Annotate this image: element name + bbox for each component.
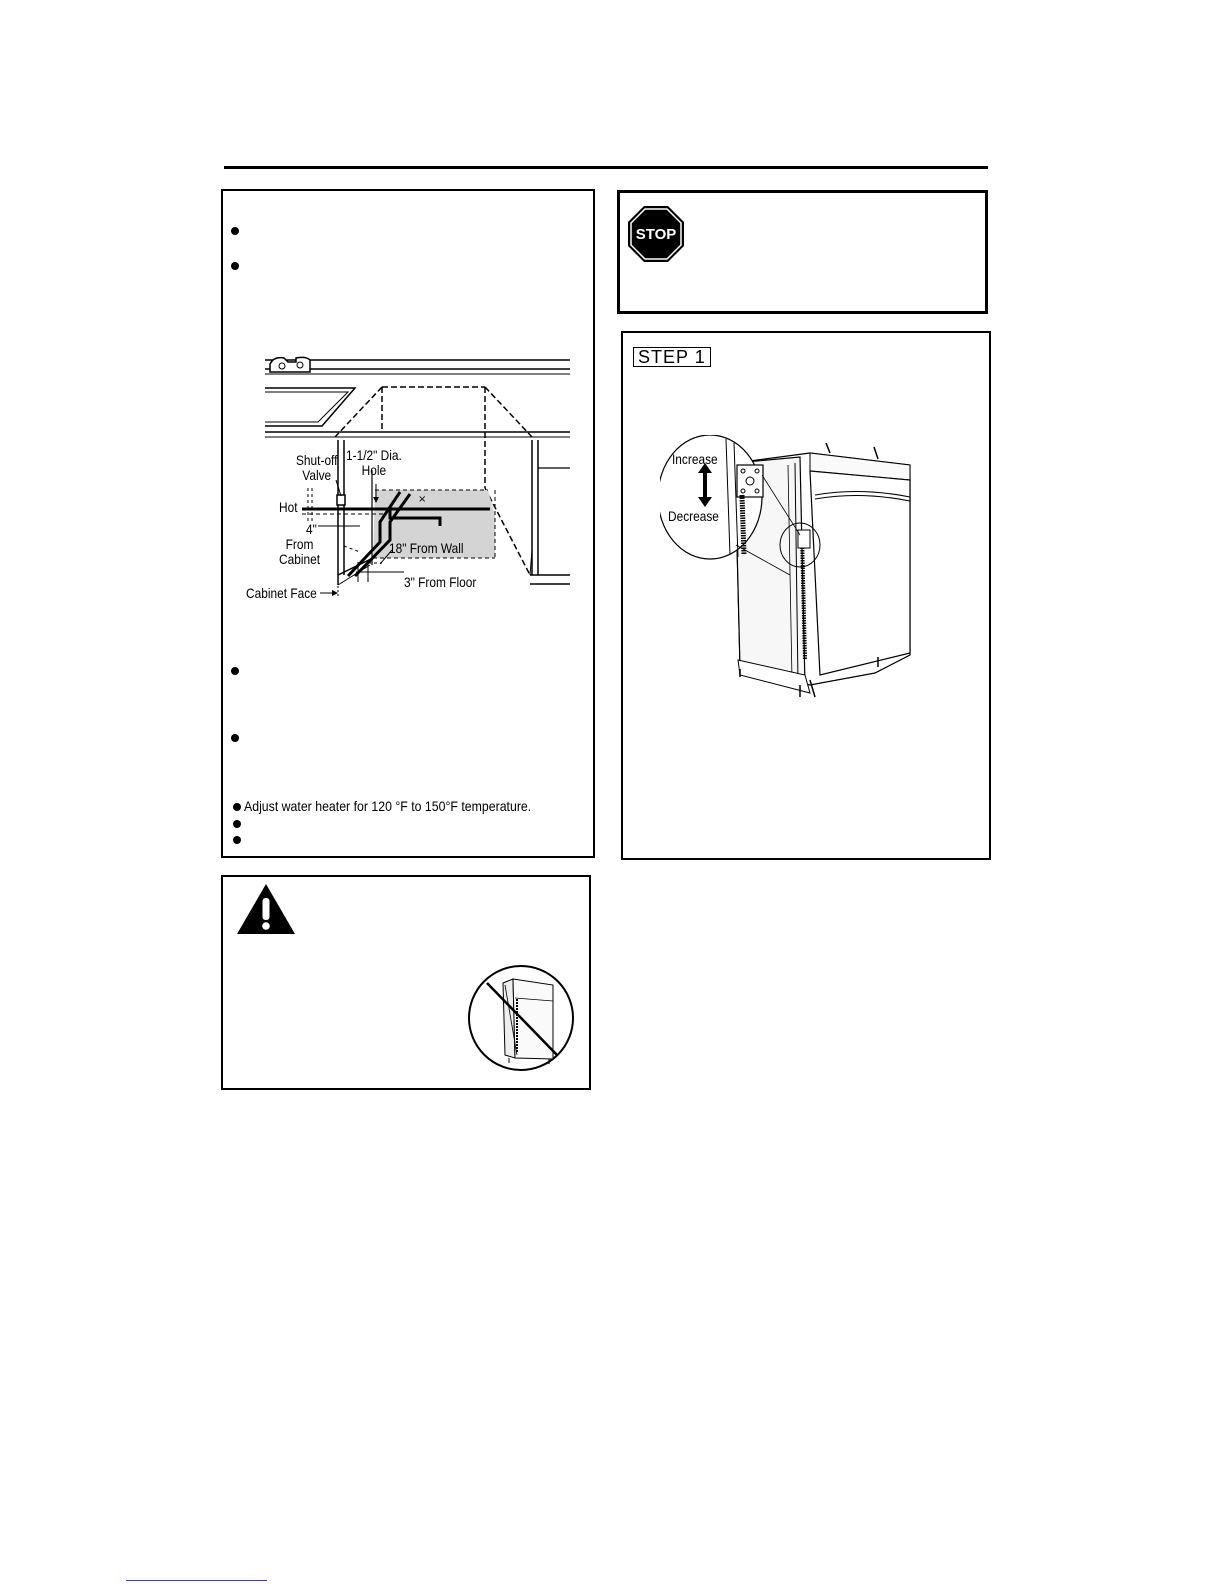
step1-label: STEP 1 xyxy=(633,347,711,367)
footer-link-underline[interactable] xyxy=(126,1580,267,1581)
bullet-1 xyxy=(231,227,239,235)
from-cabinet-label: 4" From Cabinet xyxy=(279,521,321,567)
hole-label: 1-1/2" Dia. Hole xyxy=(346,447,402,478)
bullet-3 xyxy=(231,667,239,675)
warning-triangle-icon xyxy=(235,882,297,936)
from-floor-label: 3" From Floor xyxy=(404,574,477,590)
door-spring-adjustment-diagram xyxy=(660,435,920,705)
top-rule xyxy=(224,166,988,169)
plumbing-diagram xyxy=(240,350,575,610)
decrease-label: Decrease xyxy=(668,508,719,524)
water-heater-note: Adjust water heater for 120 °F to 150°F temperature. xyxy=(244,798,532,814)
svg-text:×: × xyxy=(418,494,427,505)
bullet-2 xyxy=(231,262,239,270)
hot-label: Hot xyxy=(279,499,298,515)
increase-label: Increase xyxy=(672,451,718,467)
from-wall-label: 18" From Wall xyxy=(389,540,464,556)
prohibited-tilted-dishwasher-icon xyxy=(465,963,577,1073)
bullet-7 xyxy=(233,836,241,844)
bullet-5 xyxy=(233,803,241,811)
shutoff-valve-label: Shut-off Valve xyxy=(296,452,338,483)
bullet-4 xyxy=(231,734,239,742)
stop-sign-text: STOP xyxy=(635,226,677,243)
stop-sign-icon xyxy=(627,205,685,263)
cabinet-face-label: Cabinet Face xyxy=(246,585,317,601)
bullet-6 xyxy=(233,820,241,828)
